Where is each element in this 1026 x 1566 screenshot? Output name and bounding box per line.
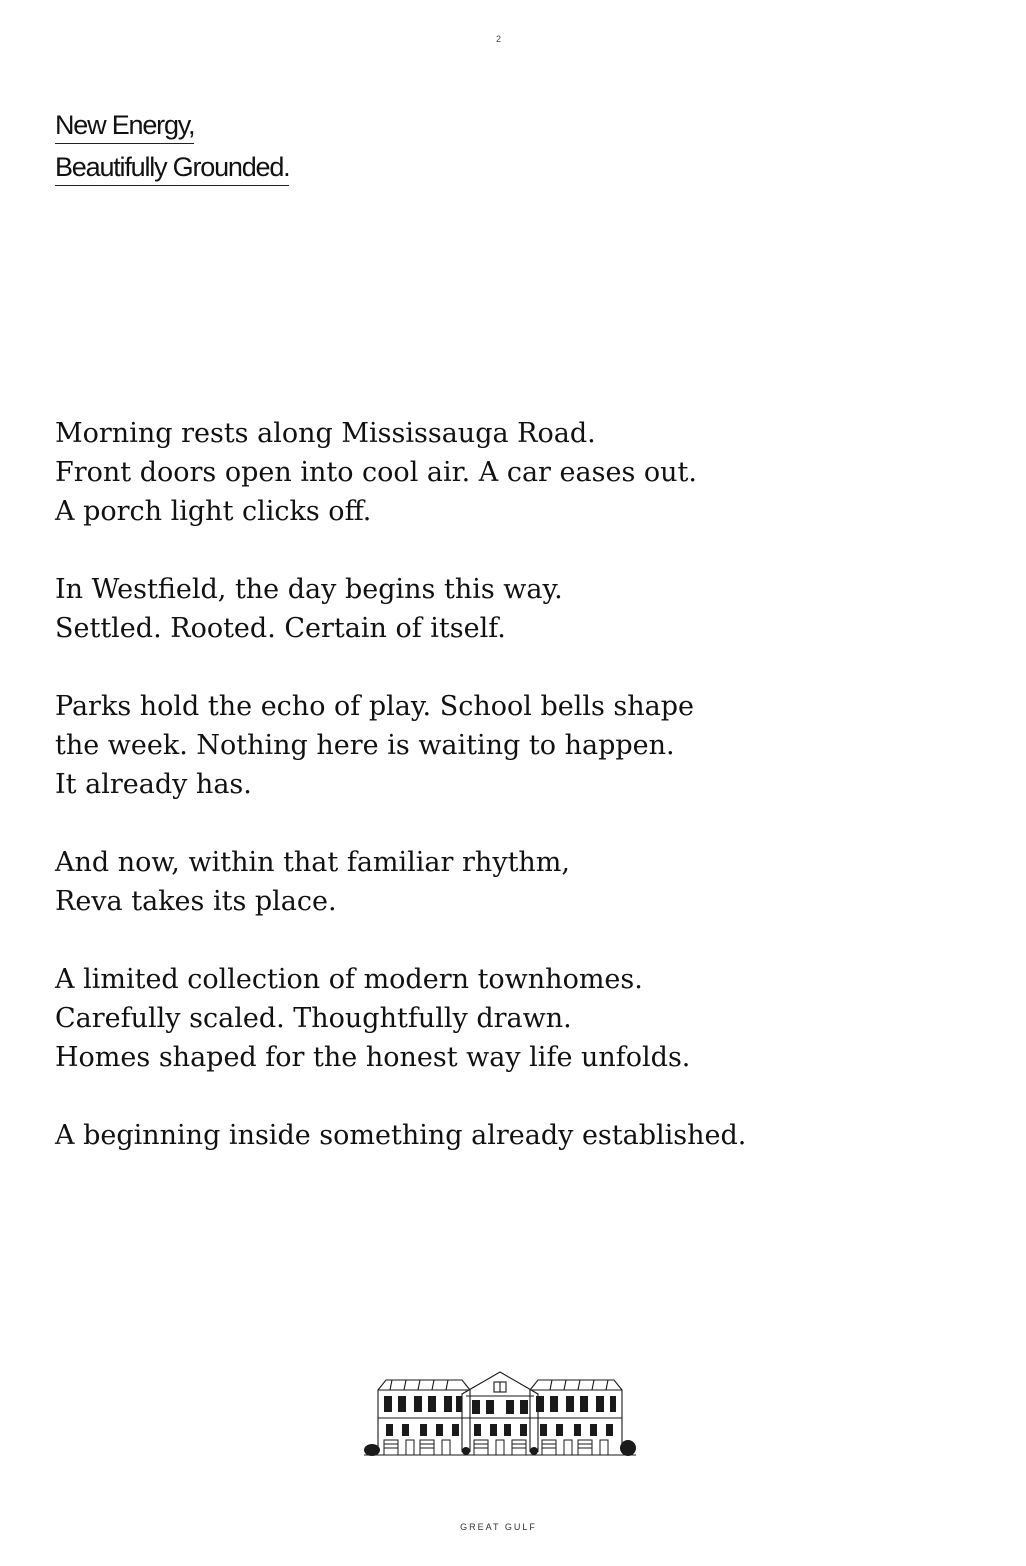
headline bbox=[55, 108, 289, 192]
body-line: And now, within that familiar rhythm, bbox=[55, 847, 570, 878]
paragraph-1 bbox=[55, 414, 955, 531]
body-line: It already has. bbox=[55, 769, 252, 800]
headline-line-1: New Energy, bbox=[55, 108, 194, 144]
footer-brand: GREAT GULF bbox=[460, 1522, 537, 1532]
body-line: A beginning inside something already established. bbox=[55, 1120, 747, 1151]
paragraph-6 bbox=[55, 1116, 955, 1155]
body-line: A limited collection of modern townhomes. bbox=[55, 964, 643, 995]
body-line: Parks hold the echo of play. School bells shape bbox=[55, 691, 695, 722]
paragraph-4 bbox=[55, 843, 955, 921]
body-line: Reva takes its place. bbox=[55, 886, 337, 917]
body-line: Homes shaped for the honest way life unfolds. bbox=[55, 1042, 691, 1073]
townhomes-sketch-icon bbox=[362, 1368, 638, 1460]
body-copy bbox=[55, 414, 955, 1194]
body-line: Carefully scaled. Thoughtfully drawn. bbox=[55, 1003, 572, 1034]
body-line: the week. Nothing here is waiting to happen. bbox=[55, 730, 675, 761]
body-line: Morning rests along Mississauga Road. bbox=[55, 418, 596, 449]
paragraph-5 bbox=[55, 960, 955, 1077]
body-line: In Westfield, the day begins this way. bbox=[55, 574, 563, 605]
paragraph-3 bbox=[55, 687, 955, 804]
body-line: A porch light clicks off. bbox=[55, 496, 372, 527]
body-line: Settled. Rooted. Certain of itself. bbox=[55, 613, 506, 644]
headline-line-2: Beautifully Grounded. bbox=[55, 150, 289, 186]
body-line: Front doors open into cool air. A car eases out. bbox=[55, 457, 697, 488]
paragraph-2 bbox=[55, 570, 955, 648]
page-number: 2 bbox=[495, 34, 501, 44]
